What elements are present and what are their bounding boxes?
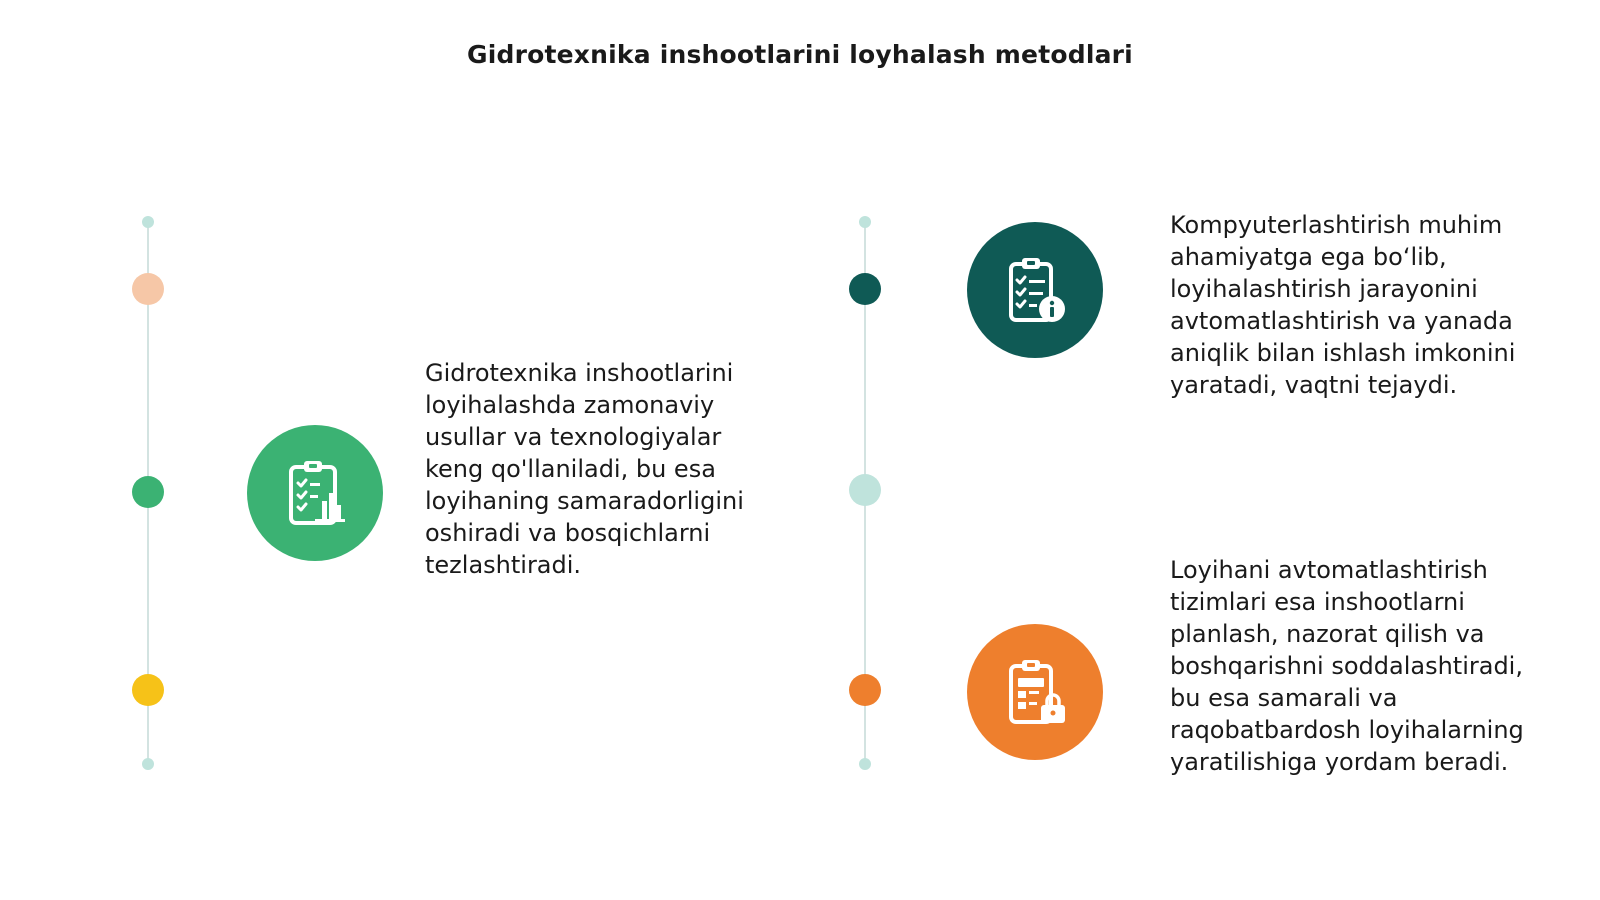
item-text-1: Gidrotexnika inshootlarini loyihalashda zamonaviy usullar va texnologiyalar keng qo'llaniladi, bu esa loyihaning samaradorligini oshiradi va bosqichlarni tezlashtiradi. <box>425 359 744 579</box>
timeline-dot-green <box>132 476 164 508</box>
timeline-end-dot <box>859 758 871 770</box>
clipboard-lock-icon <box>967 624 1103 760</box>
timeline-start-dot <box>859 216 871 228</box>
clipboard-info-icon <box>967 222 1103 358</box>
timeline-end-dot <box>142 758 154 770</box>
item-text-2: Kompyuterlashtirish muhim ahamiyatga ega bo‘lib, loyihalashtirish jarayonini avtomatlashtirish va yanada aniqlik bilan ishlash imkonini yaratadi, vaqtni tejaydi. <box>1170 211 1516 399</box>
timeline-dot-peach <box>132 273 164 305</box>
timeline-dot-teal <box>849 273 881 305</box>
timeline-dot-mint <box>849 474 881 506</box>
page-title: Gidrotexnika inshootlarini loyhalash metodlari <box>467 40 1133 69</box>
item-text-3: Loyihani avtomatlashtirish tizimlari esa inshootlarni planlash, nazorat qilish va boshqarishni soddalashtiradi, bu esa samarali va raqobatbardosh loyihalarning yaratilishiga yordam beradi. <box>1170 556 1524 776</box>
clipboard-chart-icon <box>247 425 383 561</box>
timeline-start-dot <box>142 216 154 228</box>
timeline-dot-orange <box>849 674 881 706</box>
timeline-dot-yellow <box>132 674 164 706</box>
